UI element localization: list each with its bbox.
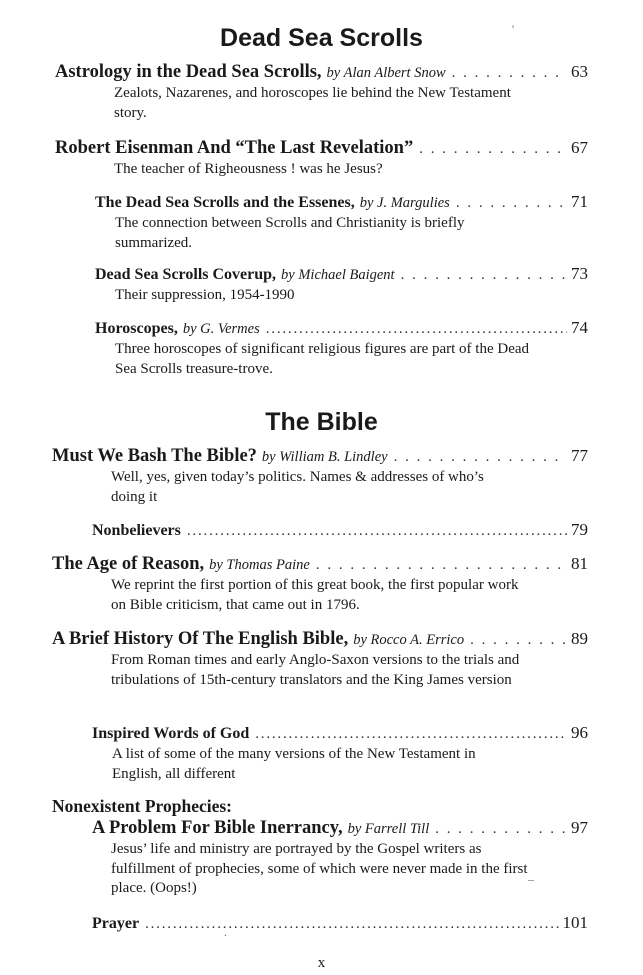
entry-description: Jesus’ life and ministry are portrayed by the Gospel writers as fulfillment of prophecies, some of which were never made in the first place. (Oops!) xyxy=(111,841,528,896)
entry-title: Must We Bash The Bible? xyxy=(52,446,257,466)
entry-page-number: 81 xyxy=(571,554,588,573)
entry-description: Well, yes, given today’s politics. Names & addresses of who’s doing it xyxy=(111,469,484,505)
section-heading-the-bible: The Bible xyxy=(265,408,378,436)
entry-description: The teacher of Righeousness ! was he Jesus? xyxy=(114,161,383,177)
entry-page-number: 96 xyxy=(571,723,588,742)
toc-entry-inspired-words[interactable] xyxy=(92,723,588,784)
leader-dots xyxy=(450,195,567,212)
entry-page-number: 71 xyxy=(571,192,588,211)
entry-description: The connection between Scrolls and Christianity is briefly summarized. xyxy=(115,215,465,251)
entry-description: We reprint the first portion of this great book, the first popular work on Bible criticism, that came out in 1796. xyxy=(111,577,519,613)
scan-speck: ' xyxy=(512,22,515,36)
leader-dots xyxy=(388,449,567,466)
group-title: Nonexistent Prophecies: xyxy=(52,796,232,816)
toc-entry-english-bible-history[interactable] xyxy=(52,629,588,690)
entry-title: Prayer xyxy=(92,915,140,932)
entry-title: Inspired Words of God xyxy=(92,725,250,742)
leader-dots xyxy=(395,267,567,284)
section-heading-dead-sea-scrolls: Dead Sea Scrolls xyxy=(220,24,423,52)
toc-group-nonexistent-prophecies[interactable] xyxy=(52,796,588,818)
entry-title: Dead Sea Scrolls Coverup, xyxy=(95,266,277,283)
entry-title: The Dead Sea Scrolls and the Essenes, xyxy=(95,194,355,211)
leader-dots xyxy=(464,632,567,649)
leader-dots xyxy=(139,916,558,933)
entry-description: Their suppression, 1954-1990 xyxy=(115,287,295,303)
entry-title: A Brief History Of The English Bible, xyxy=(52,629,349,649)
leader-dots xyxy=(260,321,567,338)
entry-title: A Problem For Bible Inerrancy, xyxy=(92,818,343,838)
entry-page-number: 89 xyxy=(571,629,588,648)
entry-page-number: 74 xyxy=(571,318,588,337)
toc-entry-bash-the-bible[interactable] xyxy=(52,446,588,507)
toc-entry-prayer[interactable] xyxy=(92,913,588,935)
entry-page-number: 77 xyxy=(571,446,588,465)
toc-entry-astrology[interactable] xyxy=(55,62,588,123)
toc-entry-bible-inerrancy[interactable] xyxy=(92,818,588,899)
leader-dots xyxy=(310,557,567,574)
leader-dots xyxy=(429,821,567,838)
entry-byline: by Rocco A. Errico xyxy=(353,632,465,648)
entry-byline: by Michael Baigent xyxy=(281,267,395,283)
entry-title: Horoscopes, xyxy=(95,320,178,337)
entry-page-number: 79 xyxy=(571,520,588,539)
entry-title: Robert Eisenman And “The Last Revelation” xyxy=(55,138,414,158)
leader-dots xyxy=(181,523,567,540)
entry-byline: by G. Vermes xyxy=(182,321,260,337)
entry-page-number: 67 xyxy=(571,138,588,157)
entry-byline: by William B. Lindley xyxy=(261,449,388,465)
entry-title: Nonbelievers xyxy=(92,522,181,539)
entry-page-number: 101 xyxy=(562,913,588,932)
toc-entry-horoscopes[interactable] xyxy=(95,318,588,379)
toc-entry-nonbelievers[interactable] xyxy=(92,520,588,542)
entry-description: A list of some of the many versions of the New Testament in English, all different xyxy=(112,746,476,782)
toc-entry-eisenman[interactable] xyxy=(55,138,588,180)
entry-byline: by Alan Albert Snow xyxy=(326,65,446,81)
leader-dots xyxy=(446,65,567,82)
toc-entry-coverup[interactable] xyxy=(95,264,588,306)
page-folio: x xyxy=(317,955,326,971)
leader-dots xyxy=(249,726,567,743)
entry-description: From Roman times and early Anglo-Saxon versions to the trials and tribulations of 15th-century translators and the King James version xyxy=(111,652,520,688)
entry-byline: by Farrell Till xyxy=(347,821,430,837)
entry-title: The Age of Reason, xyxy=(52,554,205,574)
scan-speck: _ xyxy=(528,868,534,882)
entry-description: Zealots, Nazarenes, and horoscopes lie behind the New Testament story. xyxy=(114,85,511,121)
entry-page-number: 63 xyxy=(571,62,588,81)
entry-page-number: 97 xyxy=(571,818,588,837)
entry-title: Astrology in the Dead Sea Scrolls, xyxy=(55,62,322,82)
scan-speck: . xyxy=(224,925,227,939)
toc-entry-essenes[interactable] xyxy=(95,192,588,253)
entry-byline: by Thomas Paine xyxy=(209,557,310,573)
entry-byline: by J. Margulies xyxy=(359,195,450,211)
entry-page-number: 73 xyxy=(571,264,588,283)
toc-entry-age-of-reason[interactable] xyxy=(52,554,588,615)
leader-dots xyxy=(413,141,567,158)
entry-description: Three horoscopes of significant religious figures are part of the Dead Sea Scrolls treasure-trove. xyxy=(115,341,530,377)
